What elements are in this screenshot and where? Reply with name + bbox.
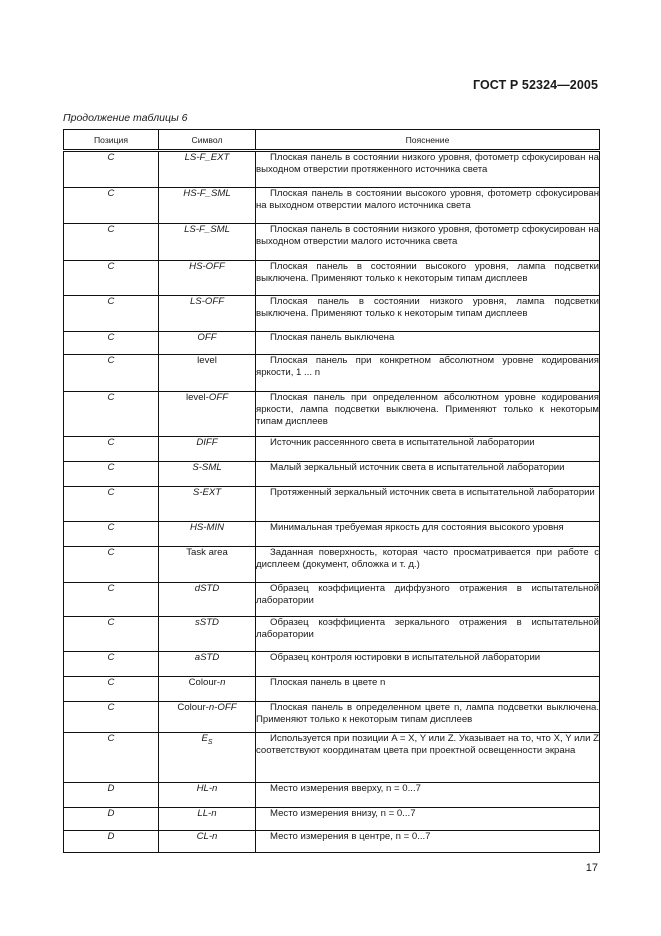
cell-explanation xyxy=(256,151,600,188)
table-row xyxy=(64,355,600,392)
cell-position: C xyxy=(64,677,159,702)
table-row xyxy=(64,831,600,853)
cell-symbol: HS-F_SML xyxy=(159,188,256,224)
cell-position: C xyxy=(64,188,159,224)
cell-explanation xyxy=(256,462,600,487)
table-caption: Продолжение таблицы 6 xyxy=(63,112,188,124)
table-row xyxy=(64,702,600,733)
explanation-text: Плоская панель при определенном абсолютном уровне кодирования яркости, лампа подсветки выключена. Применяют только к некоторым типам дисплеев xyxy=(256,392,599,428)
cell-symbol: Colour-n xyxy=(159,677,256,702)
table-row xyxy=(64,188,600,224)
cell-explanation xyxy=(256,733,600,783)
cell-position: C xyxy=(64,547,159,583)
cell-position: C xyxy=(64,355,159,392)
explanation-text: Малый зеркальный источник света в испытательной лаборатории xyxy=(270,462,565,473)
cell-symbol: HS-OFF xyxy=(159,261,256,296)
cell-explanation xyxy=(256,392,600,437)
cell-symbol: HS-MIN xyxy=(159,522,256,547)
explanation-text: Плоская панель выключена xyxy=(270,332,395,343)
cell-symbol: LS-OFF xyxy=(159,296,256,332)
explanation-text: Плоская панель при конкретном абсолютном уровне кодирования яркости, 1 ... n xyxy=(256,355,599,379)
table-row xyxy=(64,296,600,332)
cell-explanation xyxy=(256,783,600,808)
explanation-text: Плоская панель в определенном цвете n, лампа подсветки выключена. Применяют только к некоторым типам дисплеев xyxy=(256,702,599,726)
table-row xyxy=(64,224,600,261)
table-body xyxy=(64,151,600,853)
cell-position: D xyxy=(64,831,159,853)
explanation-text: Образец контроля юстировки в испытательной лаборатории xyxy=(270,652,541,663)
table-row xyxy=(64,462,600,487)
cell-position: C xyxy=(64,261,159,296)
cell-position: C xyxy=(64,392,159,437)
column-header-symbol: Символ xyxy=(159,130,256,151)
document-code: ГОСТ Р 52324—2005 xyxy=(472,78,598,92)
table-row xyxy=(64,583,600,617)
explanation-text: Плоская панель в состоянии высокого уровня, фотометр сфокусирован на выходном отверстии малого источника света xyxy=(256,188,599,212)
cell-explanation xyxy=(256,808,600,831)
table-row xyxy=(64,733,600,783)
cell-position: D xyxy=(64,808,159,831)
cell-explanation xyxy=(256,583,600,617)
cell-symbol: level xyxy=(159,355,256,392)
cell-symbol: S-SML xyxy=(159,462,256,487)
cell-position: C xyxy=(64,522,159,547)
cell-position: C xyxy=(64,296,159,332)
explanation-text: Заданная поверхность, которая часто просматривается при работе с дисплеем (документ, обложка и т. д.) xyxy=(256,547,599,571)
cell-explanation xyxy=(256,652,600,677)
explanation-text: Место измерения внизу, n = 0...7 xyxy=(270,808,416,819)
explanation-text: Плоская панель в цвете n xyxy=(270,677,386,688)
table-row xyxy=(64,392,600,437)
table-row xyxy=(64,547,600,583)
cell-position: C xyxy=(64,462,159,487)
table-row xyxy=(64,652,600,677)
table-row xyxy=(64,617,600,652)
cell-position: C xyxy=(64,437,159,462)
cell-explanation xyxy=(256,831,600,853)
table-row xyxy=(64,522,600,547)
cell-explanation xyxy=(256,224,600,261)
explanation-text: Образец коэффициента зеркального отражения в испытательной лаборатории xyxy=(256,617,599,641)
cell-symbol: aSTD xyxy=(159,652,256,677)
cell-explanation xyxy=(256,522,600,547)
cell-position: C xyxy=(64,617,159,652)
cell-explanation xyxy=(256,437,600,462)
cell-position: C xyxy=(64,332,159,355)
cell-explanation xyxy=(256,702,600,733)
column-header-position: Позиция xyxy=(64,130,159,151)
table-row xyxy=(64,437,600,462)
cell-explanation xyxy=(256,355,600,392)
table-row xyxy=(64,677,600,702)
cell-position: C xyxy=(64,487,159,522)
table-row xyxy=(64,261,600,296)
explanation-text: Образец коэффициента диффузного отражения в испытательной лаборатории xyxy=(256,583,599,607)
cell-position: C xyxy=(64,151,159,188)
cell-symbol: dSTD xyxy=(159,583,256,617)
explanation-text: Используется при позиции A = X, Y или Z. Указывает на то, что X, Y или Z соответствуют координатам цвета при проектной освещенности экрана xyxy=(256,733,599,757)
symbols-table xyxy=(63,129,600,853)
explanation-text: Протяженный зеркальный источник света в испытательной лаборатории xyxy=(270,487,595,498)
table-row xyxy=(64,783,600,808)
cell-position: C xyxy=(64,224,159,261)
explanation-text: Источник рассеянного света в испытательной лаборатории xyxy=(270,437,535,448)
column-header-explanation: Пояснение xyxy=(256,130,600,151)
cell-symbol: Task area xyxy=(159,547,256,583)
cell-symbol: DIFF xyxy=(159,437,256,462)
explanation-text: Плоская панель в состоянии низкого уровня, фотометр сфокусирован на выходном отверстии малого источника света xyxy=(256,224,599,248)
page-number: 17 xyxy=(585,862,598,874)
cell-explanation xyxy=(256,677,600,702)
cell-explanation xyxy=(256,296,600,332)
explanation-text: Плоская панель в состоянии низкого уровня, лампа подсветки выключена. Применяют только к некоторым типам дисплеев xyxy=(256,296,599,320)
cell-explanation xyxy=(256,261,600,296)
cell-position: C xyxy=(64,652,159,677)
cell-symbol: sSTD xyxy=(159,617,256,652)
cell-explanation xyxy=(256,617,600,652)
explanation-text: Плоская панель в состоянии высокого уровня, лампа подсветки выключена. Применяют только к некоторым типам дисплеев xyxy=(256,261,599,285)
explanation-text: Место измерения в центре, n = 0...7 xyxy=(270,831,431,842)
cell-position: D xyxy=(64,783,159,808)
table-row xyxy=(64,487,600,522)
cell-explanation xyxy=(256,487,600,522)
cell-position: C xyxy=(64,702,159,733)
cell-explanation xyxy=(256,332,600,355)
cell-symbol: level-OFF xyxy=(159,392,256,437)
cell-symbol: LS-F_SML xyxy=(159,224,256,261)
cell-explanation xyxy=(256,547,600,583)
explanation-text: Место измерения вверху, n = 0...7 xyxy=(270,783,421,794)
cell-position: C xyxy=(64,583,159,617)
cell-symbol: OFF xyxy=(159,332,256,355)
table-row xyxy=(64,808,600,831)
table-row xyxy=(64,151,600,188)
explanation-text: Плоская панель в состоянии низкого уровня, фотометр сфокусирован на выходном отверстии протяженного источника света xyxy=(256,152,599,176)
cell-position: C xyxy=(64,733,159,783)
explanation-text: Минимальная требуемая яркость для состояния высокого уровня xyxy=(270,522,564,533)
table-row xyxy=(64,332,600,355)
cell-symbol: CL-n xyxy=(159,831,256,853)
cell-symbol: HL-n xyxy=(159,783,256,808)
table-header-row xyxy=(64,130,600,151)
cell-symbol: S-EXT xyxy=(159,487,256,522)
cell-explanation xyxy=(256,188,600,224)
cell-symbol: LS-F_EXT xyxy=(159,151,256,188)
cell-symbol: Colour-n-OFF xyxy=(159,702,256,733)
cell-symbol: $E_S$ xyxy=(159,733,256,783)
cell-symbol: LL-n xyxy=(159,808,256,831)
